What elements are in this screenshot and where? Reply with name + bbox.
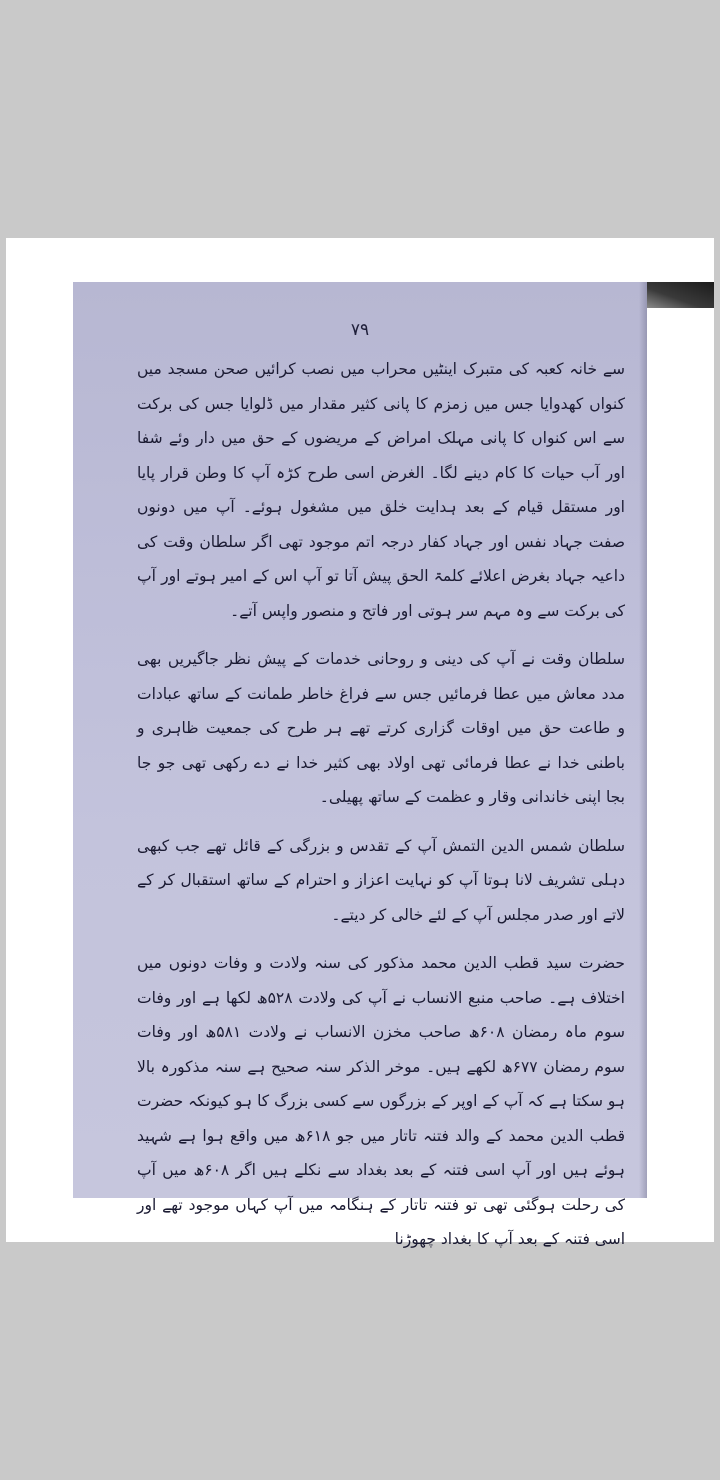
photo-background-corner bbox=[647, 282, 714, 308]
page-fold-shadow bbox=[639, 282, 647, 1198]
paragraph: سلطان شمس الدین التمش آپ کے تقدس و بزرگی کے قائل تھے جب کبھی دہلی تشریف لانا ہوتا آپ کو نہایت اعزاز و احترام کے ساتھ استقبال کر کے لاتے اور صدر مجلس آپ کے لئے خالی کر دیتے۔ bbox=[137, 836, 625, 924]
page-number: ۷۹ bbox=[350, 320, 370, 340]
page-text bbox=[137, 352, 625, 1257]
paragraph: سے خانہ کعبہ کی متبرک اینٹیں محراب میں نصب کرائیں صحن مسجد میں کنواں کھدوایا جس میں زمزم کا پانی کثیر مقدار میں ڈلوایا جس کی برکت سے اس کنواں کا پانی مہلک امراض کے مریضوں کے حق میں دار وئے شفا اور آب حیات کا کام دینے لگا۔ الغرض اسی طرح کڑہ آپ کا وطن قرار پایا اور مستقل قیام کے بعد ہدایت خلق میں مشغول ہوئے۔ آپ میں دونوں صفت جہاد نفس اور جہاد کفار درجہ اتم موجود تھی اگر سلطان وقت کی داعیہ جہاد بغرض اعلائے کلمۃ الحق پیش آتا تو آپ اس کے امیر ہوتے اور آپ کی برکت سے وہ مہم سر ہوتی اور فاتح و منصور واپس آتے۔ bbox=[137, 360, 625, 620]
book-page-photo[interactable] bbox=[73, 282, 647, 1248]
paragraph: سلطان وقت نے آپ کی دینی و روحانی خدمات کے پیش نظر جاگیریں بھی مدد معاش میں عطا فرمائیں جس سے فراغ خاطر طمانت کے ساتھ عبادات و طاعت حق میں اوقات گزاری کرتے تھے ہر طرح کی جمعیت ظاہری و باطنی خدا نے عطا فرمائی تھی اولاد بھی کثیر خدا نے دے رکھی تھی جو جا بجا اپنی خاندانی وقار و عظمت کے ساتھ پھیلی۔ bbox=[137, 650, 625, 806]
paragraph: حضرت سید قطب الدین محمد مذکور کی سنہ ولادت و وفات دونوں میں اختلاف ہے۔ صاحب منبع الانساب نے آپ کی ولادت ۵۲۸ھ لکھا ہے اور وفات سوم ماہ رمضان ۶۰۸ھ صاحب مخزن الانساب نے ولادت ۵۸۱ھ اور وفات سوم رمضان ۶۷۷ھ لکھے ہیں۔ موخر الذکر سنہ صحیح ہے سنہ مذکورہ بالا ہو سکتا ہے کہ آپ کے اوپر کے بزرگوں سے کسی بزرگ کا ہو کیونکہ حضرت قطب الدین محمد کے والد فتنہ تاتار میں جو ۶۱۸ھ میں واقع ہوا ہے شہید ہوئے ہیں اور آپ اسی فتنہ کے بعد بغداد سے نکلے ہیں اگر ۶۰۸ھ میں آپ کی رحلت ہوگئی تھی تو فتنہ تاتار کے ہنگامہ میں آپ کہاں موجود تھے اور اسی فتنہ کے بعد آپ کا بغداد چھوڑنا bbox=[137, 954, 626, 1248]
